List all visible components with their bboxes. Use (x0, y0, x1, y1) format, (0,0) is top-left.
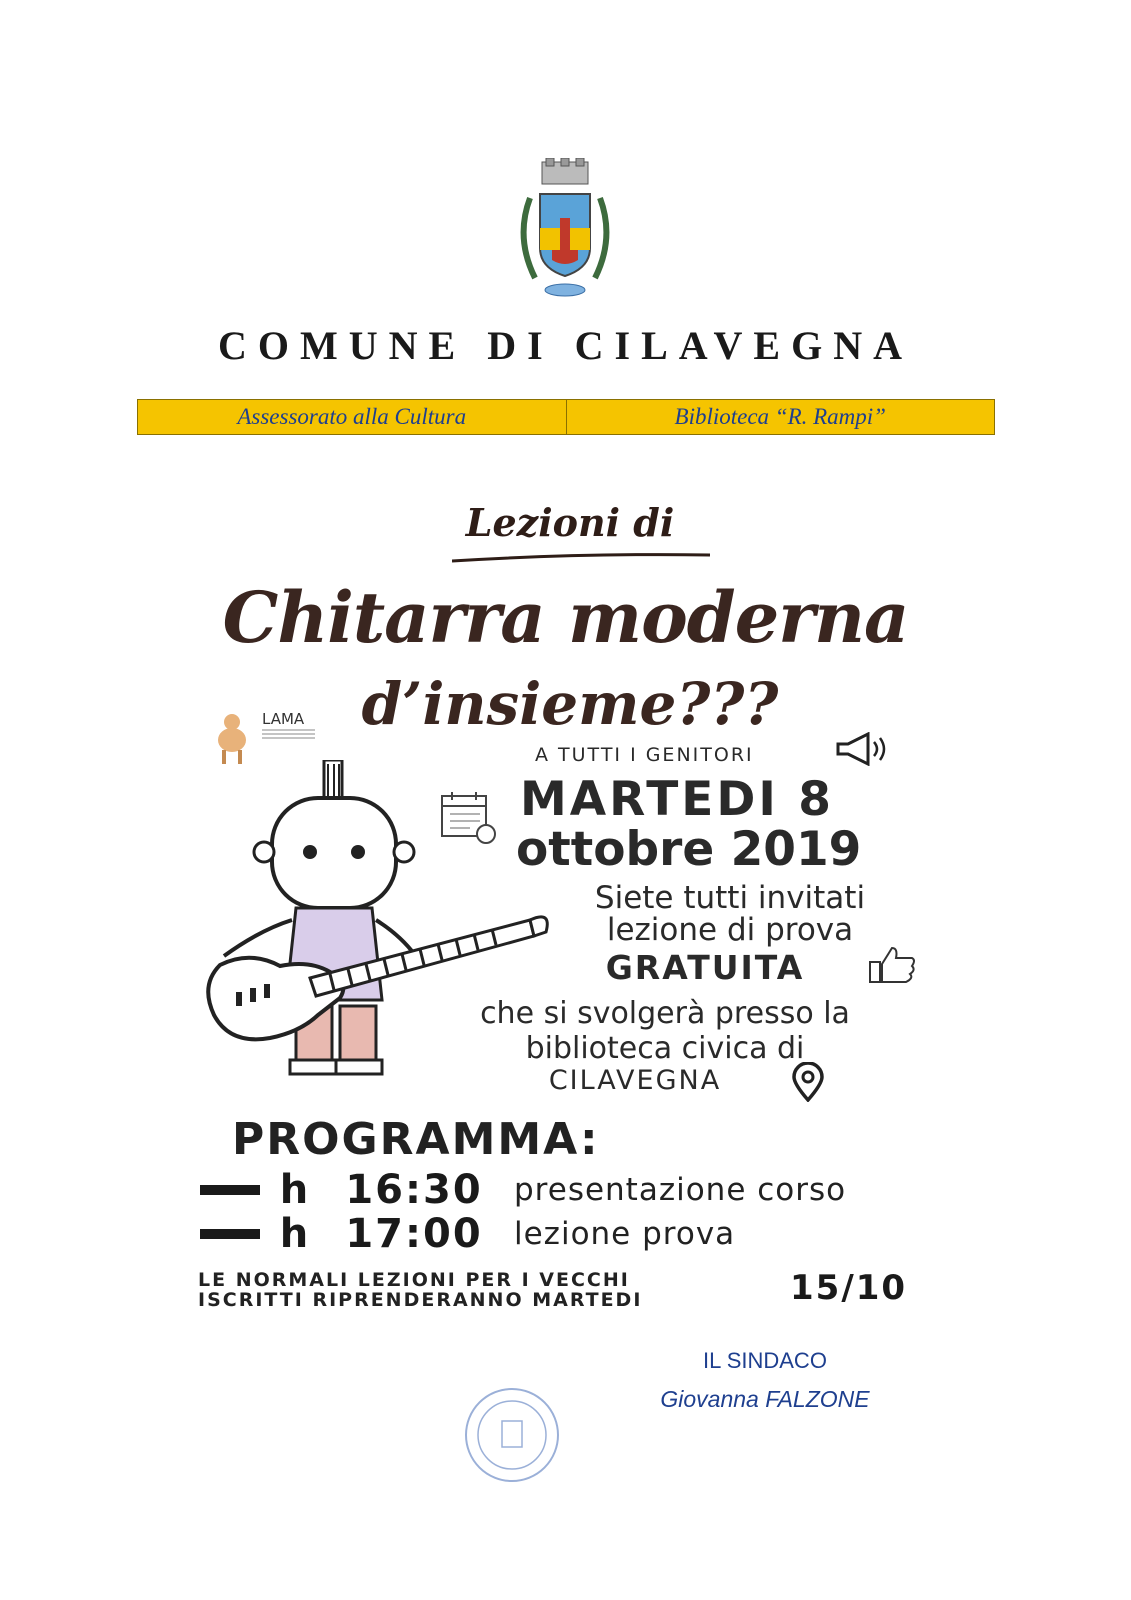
place-line-2: biblioteca civica di (525, 1031, 805, 1066)
program-title: PROGRAMMA: (232, 1114, 600, 1165)
invite-text (540, 882, 920, 946)
invite-line-1: Siete tutti invitati (594, 880, 866, 916)
audience-text: A TUTTI I GENITORI (535, 744, 754, 766)
guitarist-illustration (200, 760, 560, 1100)
program-item-desc: lezione prova (514, 1216, 736, 1252)
notice-line-2: ISCRITTI RIPRENDERANNO MARTEDI (198, 1289, 643, 1311)
program-item (200, 1167, 920, 1213)
lama-logo-text: LAMA (262, 710, 305, 728)
headline-underline (452, 553, 710, 563)
notice-text (198, 1270, 778, 1310)
headline-sub: d’insieme??? (361, 670, 779, 738)
lama-logo-icon (210, 706, 330, 766)
stamp-icon (462, 1385, 562, 1485)
thumbs-up-icon (868, 944, 918, 986)
location-pin-icon (792, 1062, 824, 1102)
place-line-1: che si svolgerà presso la (480, 996, 850, 1031)
program-item-bar (200, 1185, 260, 1195)
banner-left-text: Assessorato alla Cultura (237, 404, 467, 429)
program-item-bar (200, 1229, 260, 1239)
coat-of-arms-icon (510, 158, 620, 308)
program-item (200, 1211, 920, 1257)
notice-date: 15/10 (790, 1268, 908, 1308)
program-item-time: 17:00 (345, 1211, 483, 1257)
signature-role: IL SINDACO (703, 1348, 827, 1373)
headline-intro: Lezioni di (465, 500, 675, 545)
header-banner (137, 399, 995, 435)
event-date-day: MARTEDI 8 (520, 772, 834, 827)
signature-name: Giovanna FALZONE (660, 1386, 870, 1412)
free-label: GRATUITA (605, 948, 805, 987)
program-item-prefix: h (279, 1167, 309, 1213)
program-item-time: 16:30 (345, 1167, 483, 1213)
program-item-prefix: h (279, 1211, 309, 1257)
banner-right-text: Biblioteca “R. Rampi” (566, 400, 995, 434)
program-item-desc: presentazione corso (514, 1172, 847, 1208)
event-date-month: ottobre 2019 (516, 822, 862, 877)
invite-line-2: lezione di prova (606, 912, 854, 948)
page-title: COMUNE DI CILAVEGNA (218, 323, 913, 368)
headline-main: Chitarra moderna (222, 576, 909, 659)
place-town: CILAVEGNA (548, 1065, 722, 1096)
notice-line-1: LE NORMALI LEZIONI PER I VECCHI (198, 1269, 630, 1291)
megaphone-icon (834, 732, 892, 766)
